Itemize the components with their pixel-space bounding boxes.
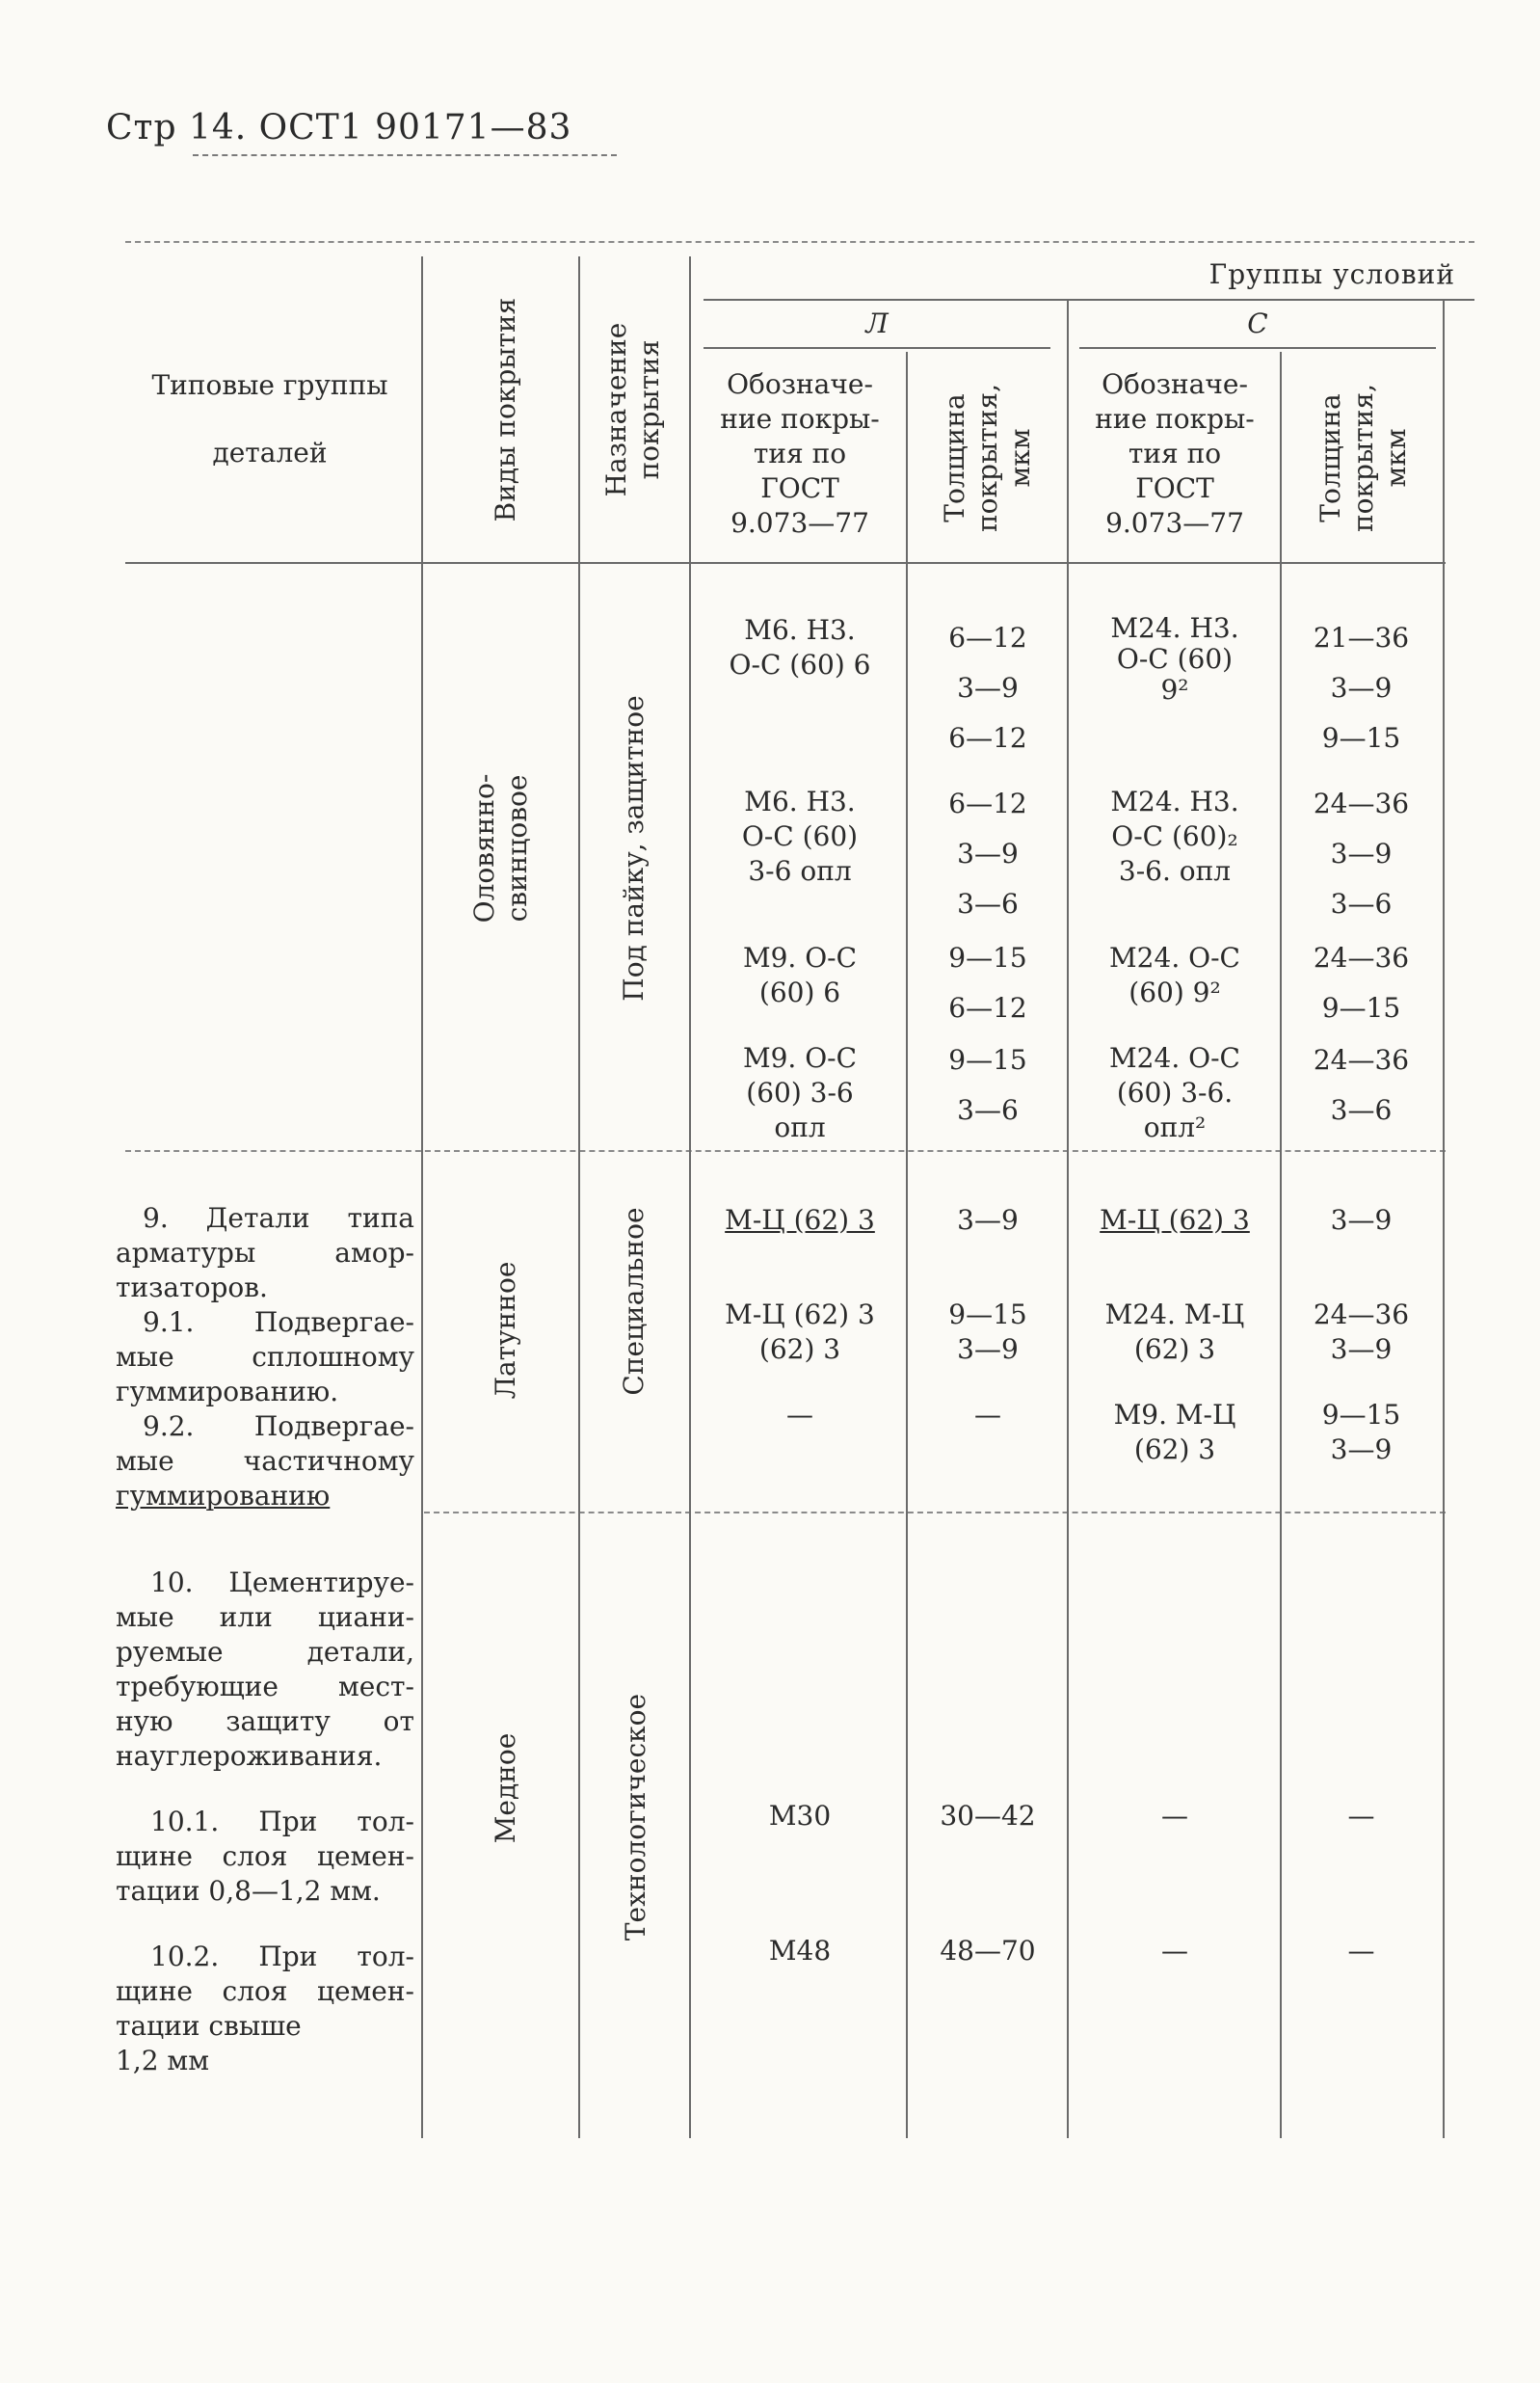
s1-b4-l-thickness: 9—15 3—6 [948,1044,1027,1126]
header-l-designation: Обозначе- ние покры- тия по ГОСТ 9.073—77 [720,368,880,539]
header-l-thickness: Толщина покрытия, мкм [939,384,1036,532]
s1-b4-l-designation: М9. О-С (60) 3-6 опл [742,1042,858,1143]
col-rule-4 [906,352,908,2138]
col-rule-3 [689,256,691,2138]
s1-b3-l-designation: М9. О-С (60) 6 [742,942,858,1008]
s1-b1-l-designation: М6. Н3. О-С (60) 6 [729,614,871,681]
header-group-c: С [1247,308,1268,339]
s1-b2-c-designation: М24. Н3. О-С (60)₂ 3-6. опл [1110,786,1239,887]
s1-b1-c-designation: М24. Н3. О-С (60) 9² [1110,612,1239,706]
s3-r2-l-thickness: 48—70 [940,1935,1036,1967]
section2-bottom-rule [424,1512,1446,1513]
header-coating-type: Виды покрытия [490,297,521,522]
group-c-rule [1079,347,1436,349]
s2-purpose: Специальное [618,1207,650,1396]
s3-purpose: Технологическое [620,1693,651,1941]
s1-b3-c-designation: М24. О-С (60) 9² [1109,942,1240,1008]
header-group-l: Л [865,308,889,339]
s2-r1-c-thickness: 3—9 [1330,1204,1393,1236]
s3-r1-l-designation: М30 [768,1800,832,1832]
header-coating-purpose: Назначение покрытия [600,322,665,497]
s2-r1-c-designation: М-Ц (62) 3 [1100,1204,1250,1236]
s2-r2-c-designation: М24. М-Ц (62) 3 [1104,1299,1245,1365]
s1-b2-l-designation: М6. Н3. О-С (60) 3-6 опл [741,786,859,887]
s3-r1-c-thickness: — [1347,1800,1375,1832]
s1-b1-c-thickness: 21—36 3—9 9—15 [1313,622,1410,754]
header-c-designation: Обозначе- ние покры- тия по ГОСТ 9.073—77 [1095,368,1255,539]
s1-b3-l-thickness: 9—15 6—12 [948,942,1027,1024]
s2-coating-type: Латунное [490,1261,521,1400]
s1-coating-type: Оловянно- свинцовое [468,773,533,924]
header-bottom-rule [125,562,1446,564]
s1-b2-c-thickness: 24—36 3—9 3—6 [1313,788,1410,920]
s3-r2-l-designation: М48 [768,1935,832,1967]
condition-groups-rule [704,299,1474,301]
s3-sub2-text: 10.2. При тол- щине слоя цемен- тации свыше 1,2 мм [116,1941,414,2076]
s2-r1-l-designation: М-Ц (62) 3 [725,1204,875,1236]
col-rule-7 [1443,301,1445,2138]
s2-r2-c-thickness: 24—36 3—9 [1313,1299,1410,1365]
s2-r3-l-designation: — [786,1399,813,1431]
s3-groups-text: 10. Цементируе- мые или циани- руемые детали, требующие мест- ную защиту от науглероживания. [116,1566,414,1772]
s3-coating-type: Медное [490,1732,521,1844]
s1-b4-c-designation: М24. О-С (60) 3-6. опл² [1109,1042,1240,1143]
col-rule-2 [578,256,580,2138]
header-typical-groups: Типовые группы деталей [151,369,388,469]
table-top-rule [125,241,1474,243]
s1-b4-c-thickness: 24—36 3—6 [1313,1044,1410,1126]
s2-r2-l-thickness: 9—15 3—9 [948,1299,1027,1365]
s2-r1-l-thickness: 3—9 [957,1204,1019,1236]
s2-groups-text: 9. Детали типа арматуры амор- тизаторов. 9.1. Подвергае- мые сплошному гуммированию. 9.2. Подвергае- мые частичному гуммированию [116,1202,414,1512]
s2-r3-l-thickness: — [974,1399,1001,1431]
s2-r2-l-designation: М-Ц (62) 3 (62) 3 [725,1299,875,1365]
col-rule-5 [1067,301,1069,2138]
header-c-thickness: Толщина покрытия, мкм [1314,384,1412,532]
s1-purpose: Под пайку, защитное [618,695,650,1002]
header-condition-groups: Группы условий [1208,258,1455,290]
s3-r1-c-designation: — [1161,1800,1188,1832]
header-underline [193,154,617,156]
page-header: Стр 14. ОСТ1 90171—83 [106,108,572,147]
s1-b3-c-thickness: 24—36 9—15 [1313,942,1410,1024]
s2-r3-c-designation: М9. М-Ц (62) 3 [1113,1399,1236,1465]
s2-r3-c-thickness: 9—15 3—9 [1321,1399,1401,1465]
group-l-rule [704,347,1050,349]
s3-r1-l-thickness: 30—42 [940,1800,1036,1832]
s3-sub1-text: 10.1. При тол- щине слоя цемен- тации 0,8—1,2 мм. [116,1806,414,1907]
section1-bottom-rule [125,1150,1446,1152]
s3-r2-c-thickness: — [1347,1935,1375,1967]
s3-r2-c-designation: — [1161,1935,1188,1967]
s1-b1-l-thickness: 6—12 3—9 6—12 [948,622,1027,754]
col-rule-1 [421,256,423,2138]
s1-b2-l-thickness: 6—12 3—9 3—6 [948,788,1027,920]
